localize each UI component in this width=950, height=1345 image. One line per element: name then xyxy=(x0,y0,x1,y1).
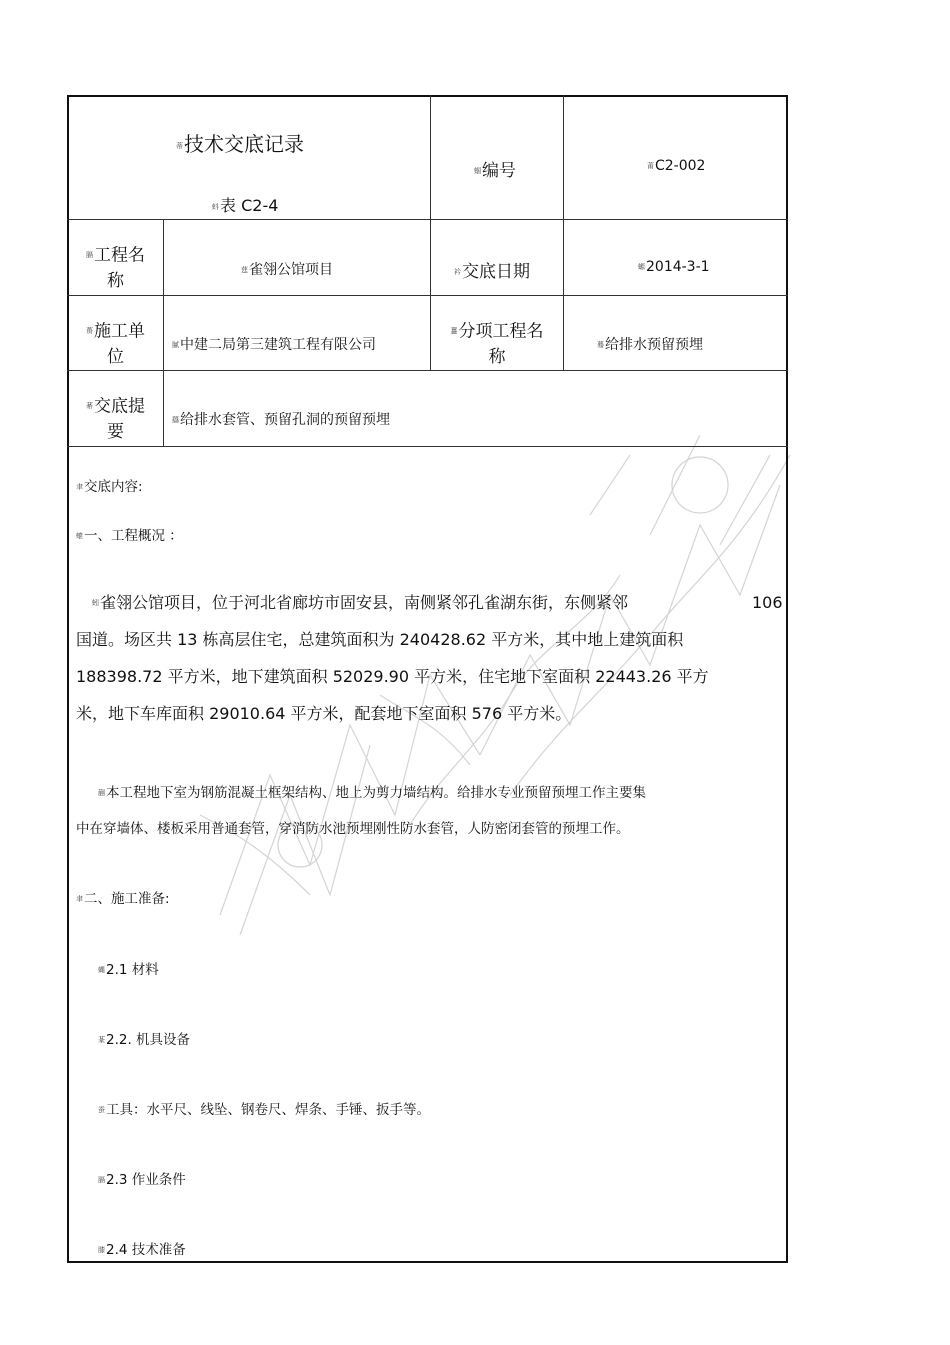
document-title: 蒂技术交底记录 xyxy=(176,132,304,156)
form-number: 蚪表 C2-4 xyxy=(212,196,279,215)
contractor-value: 膩中建二局第三建筑工程有限公司 xyxy=(172,337,376,353)
project-name-value: 莛雀翎公馆项目 xyxy=(241,262,333,278)
section-2-3: 膈2.3 作业条件 xyxy=(98,1172,186,1188)
content-intro: 聿交底内容: xyxy=(76,479,143,495)
number-value: 莆C2-002 xyxy=(647,158,706,174)
project-name-label: 膈工程名 称 xyxy=(86,245,145,291)
paragraph-2-line-2: 中在穿墙体、楼板采用普通套管，穿消防水池预埋刚性防水套管，人防密闭套管的预埋工作。 xyxy=(76,821,630,837)
paragraph-1-line-2: 国道。场区共 13 栋高层住宅，总建筑面积为 240428.62 平方米，其中地上建筑面积 xyxy=(76,630,684,649)
paragraph-2-line-1: 蒯本工程地下室为钢筋混凝土框架结构、地上为剪力墙结构。给排水专业预留预埋工作主要集 xyxy=(98,785,646,801)
row-divider xyxy=(67,295,788,296)
section-2-2: 蒃2.2. 机具设备 xyxy=(98,1032,191,1048)
section-2-heading: 聿二、施工准备: xyxy=(76,891,170,907)
paragraph-1-line-1-end: 106 xyxy=(752,593,783,612)
paragraph-1-line-3: 188398.72 平方米，地下建筑面积 52029.90 平方米，住宅地下室面积 22443.26 平方 xyxy=(76,667,709,686)
summary-value: 羉给排水套管、预留孔洞的预留预埋 xyxy=(172,412,390,428)
section-2-4: 膝2.4 技术准备 xyxy=(98,1242,186,1258)
date-label: 衿交底日期 xyxy=(454,262,530,282)
row-divider xyxy=(67,370,788,371)
date-value: 螈2014-3-1 xyxy=(638,259,710,275)
row-divider xyxy=(67,219,788,220)
summary-label: 莃交底提 要 xyxy=(86,396,145,442)
section-2-1: 蝿2.1 材料 xyxy=(98,962,159,978)
column-divider xyxy=(163,219,164,447)
subitem-value: 蓦给排水预留预埋 xyxy=(597,337,703,353)
row-divider xyxy=(67,446,788,447)
contractor-label: 蒉施工单 位 xyxy=(86,321,145,367)
column-divider xyxy=(563,95,564,371)
number-label: 蝈编号 xyxy=(474,161,516,181)
paragraph-1-line-1: 蚓雀翎公馆项目，位于河北省廊坊市固安县，南侧紧邻孔雀湖东街，东侧紧邻 xyxy=(92,593,629,612)
subitem-label: 薑分项工程名 称 xyxy=(450,321,544,367)
section-1-heading: 螕一、工程概况 ： xyxy=(76,528,183,544)
paragraph-1-line-4: 米，地下车库面积 29010.64 平方米，配套地下室面积 576 平方米。 xyxy=(76,704,572,723)
tools-line: 蚕工具：水平尺、线坠、钢卷尺、焊条、手锤、扳手等。 xyxy=(98,1102,430,1118)
